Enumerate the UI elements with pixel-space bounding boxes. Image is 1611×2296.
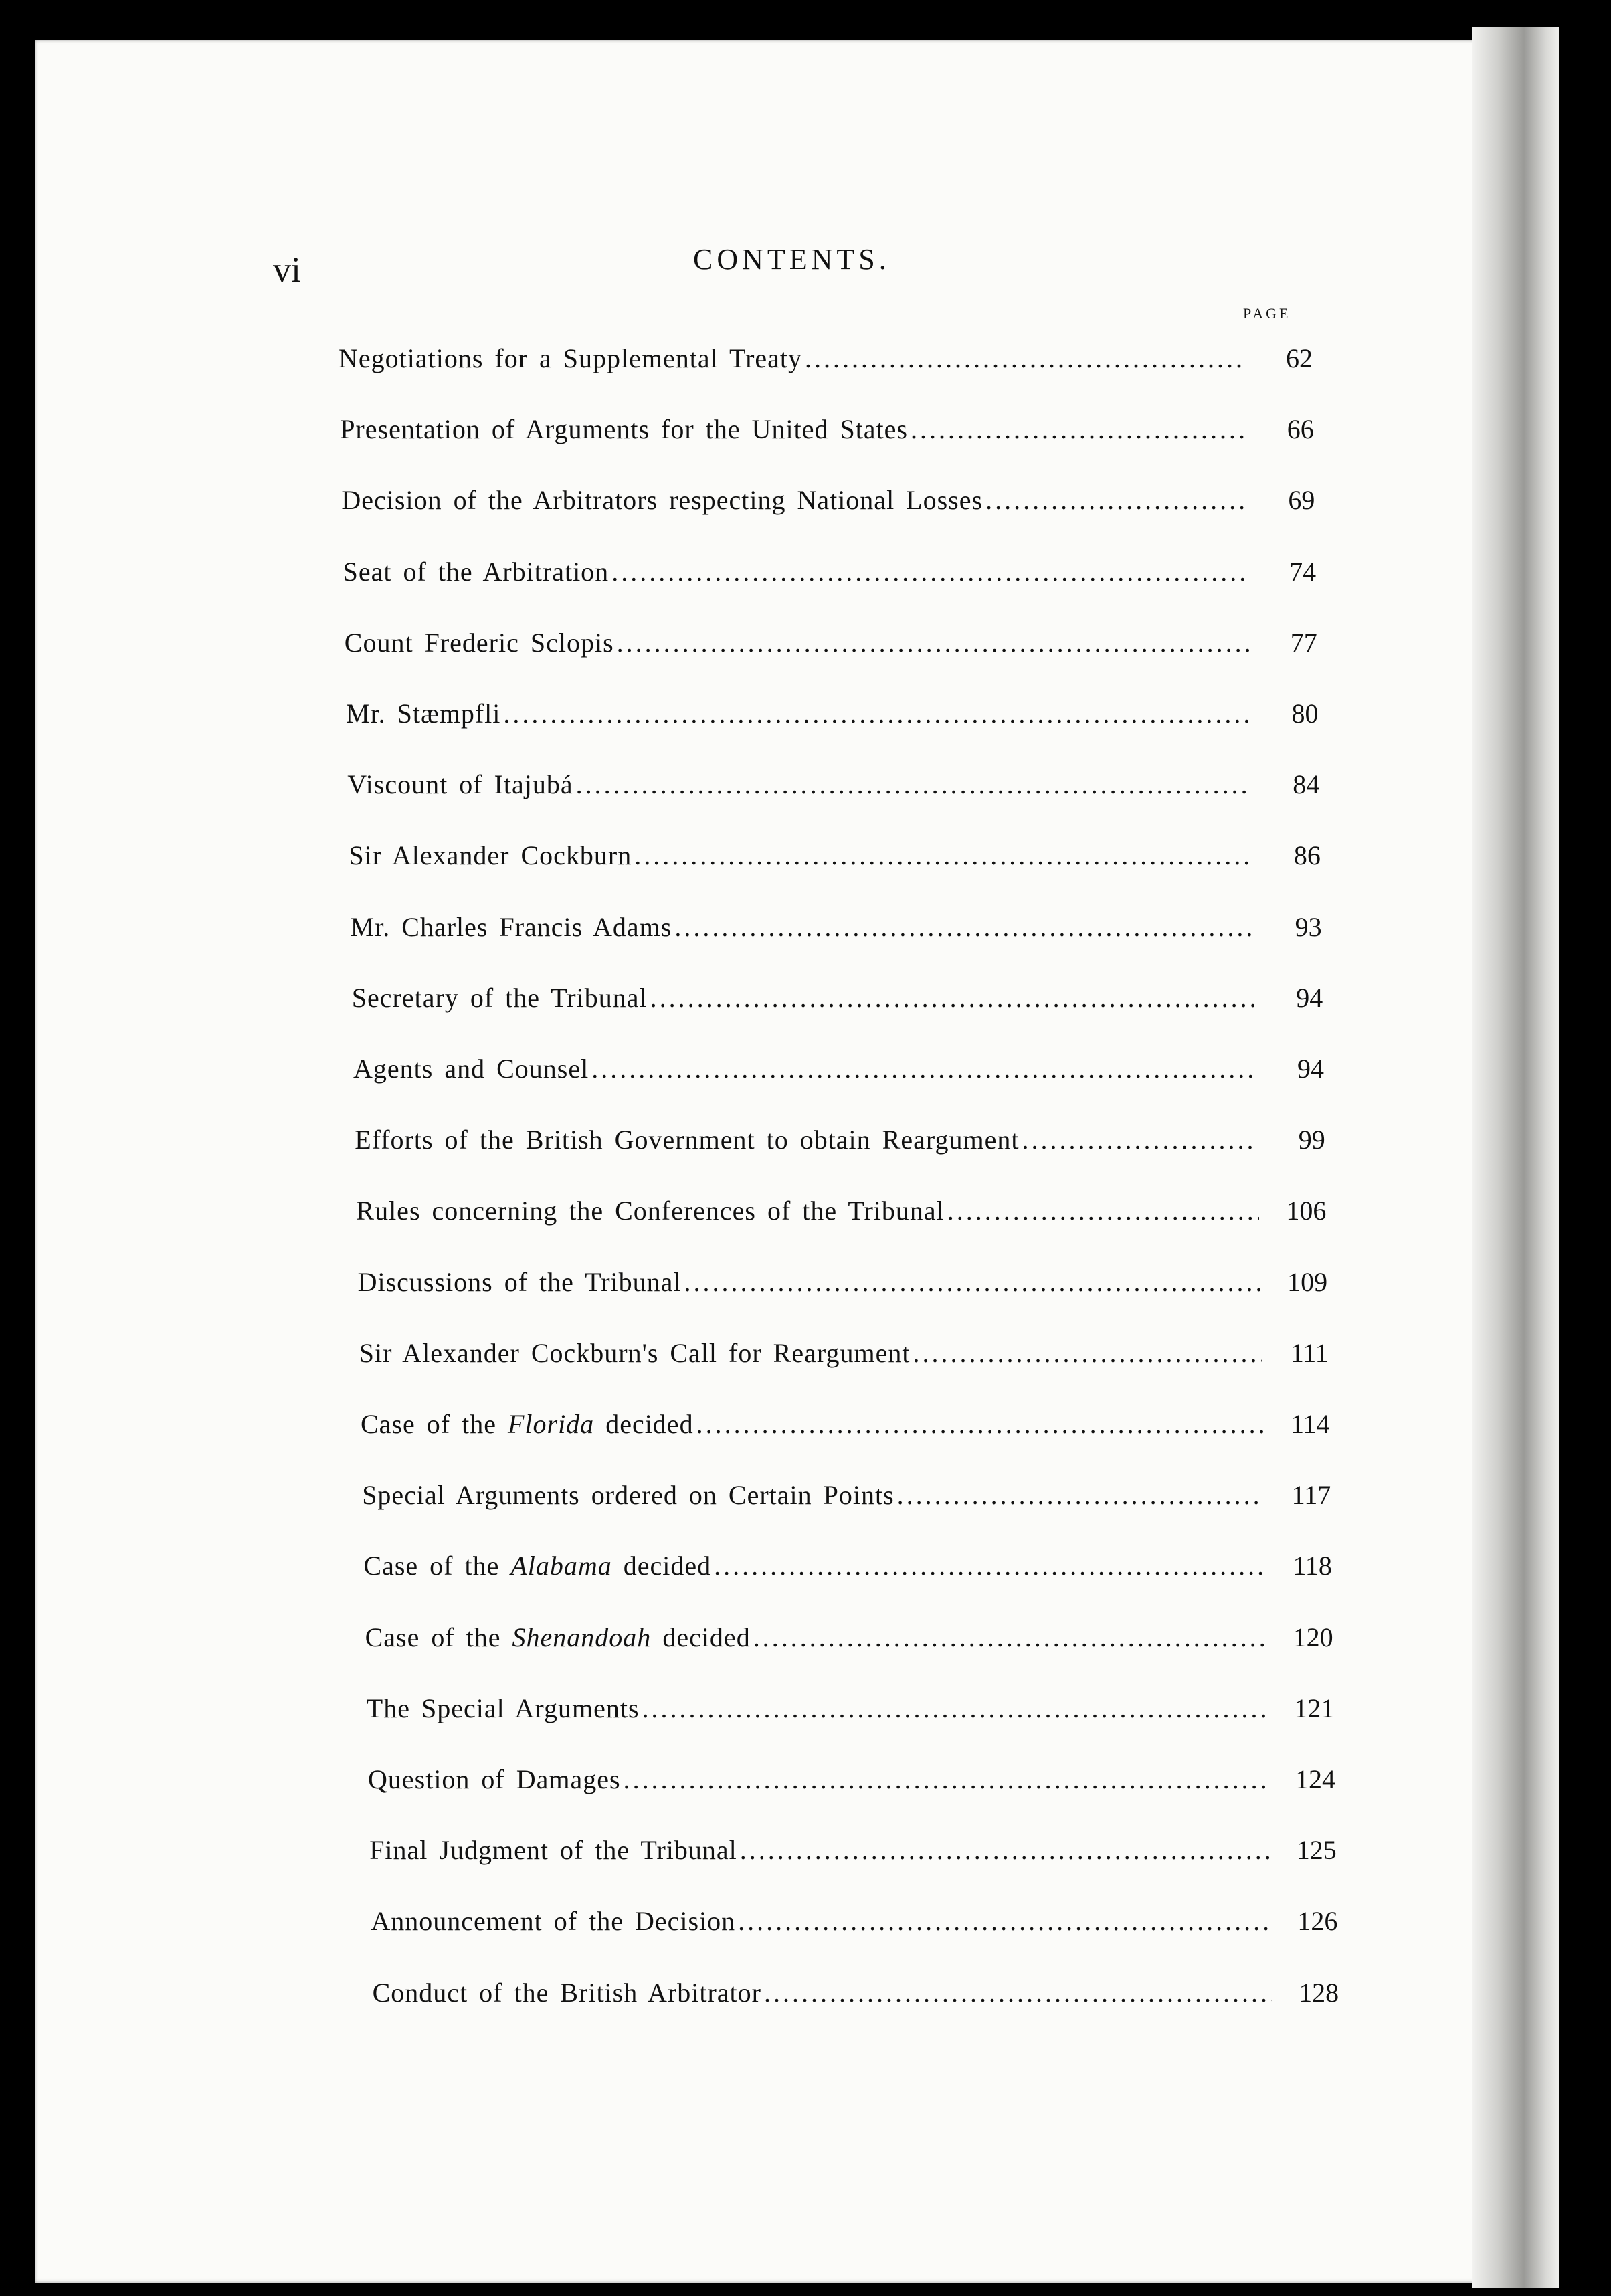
dot-leader <box>897 1479 1264 1511</box>
dot-leader <box>674 911 1254 943</box>
toc-entry-title-part: Case of the <box>365 1622 512 1652</box>
toc-entry-page: 99 <box>1298 1125 1325 1155</box>
dot-leader <box>764 1977 1272 2008</box>
toc-entry-title <box>363 1550 711 1582</box>
toc-entry-title: Special Arguments ordered on Certain Points <box>362 1480 894 1511</box>
toc-entry-page: 62 <box>1286 343 1313 373</box>
toc-entry-page: 66 <box>1287 414 1314 445</box>
dot-leader <box>738 1905 1270 1937</box>
toc-entry-title: Mr. Charles Francis Adams <box>350 911 672 942</box>
toc-entry-page: 94 <box>1297 1054 1324 1084</box>
toc-entry-title: Presentation of Arguments for the United States <box>340 414 908 445</box>
toc-entry-title: Viscount of Itajubá <box>347 769 573 800</box>
toc-entry <box>340 413 1314 445</box>
toc-entry <box>373 1977 1339 2008</box>
page-number: vi <box>273 250 302 290</box>
dot-leader <box>684 1266 1261 1298</box>
toc-entry <box>369 1834 1337 1866</box>
toc-entry-page: 121 <box>1294 1693 1335 1723</box>
toc-entry-title <box>361 1408 694 1440</box>
toc-entry-title: Efforts of the British Government to obtain Reargument <box>355 1125 1020 1155</box>
toc-entry-title: Negotiations for a Supplemental Treaty <box>339 343 803 373</box>
toc-entry-page: 106 <box>1286 1195 1327 1226</box>
toc-entry-title: Count Frederic Sclopis <box>344 627 614 658</box>
toc-entry-page: 118 <box>1293 1551 1332 1582</box>
toc-entry-page: 109 <box>1287 1266 1328 1297</box>
dot-leader <box>911 413 1247 445</box>
toc-entry <box>352 982 1323 1014</box>
toc-entry-page: 126 <box>1297 1906 1338 1937</box>
toc-entry-page: 117 <box>1291 1480 1331 1511</box>
toc-entry-title: Question of Damages <box>368 1764 621 1794</box>
toc-entry-title: Sir Alexander Cockburn <box>349 840 632 871</box>
dot-leader <box>617 627 1250 658</box>
toc-entry-page: 111 <box>1290 1337 1329 1368</box>
toc-entry-page: 120 <box>1293 1622 1333 1652</box>
dot-leader <box>913 1337 1261 1369</box>
toc-entry-ship-name: Shenandoah <box>512 1622 652 1652</box>
toc-entry <box>347 769 1319 800</box>
dot-leader <box>714 1550 1265 1582</box>
dot-leader <box>611 556 1249 587</box>
toc-entry-title: Conduct of the British Arbitrator <box>372 1977 761 2008</box>
toc-entry <box>343 556 1317 587</box>
dot-leader <box>576 769 1253 800</box>
toc-entry-title: Secretary of the Tribunal <box>351 982 648 1013</box>
dot-leader <box>753 1622 1266 1653</box>
toc-entry <box>363 1550 1332 1582</box>
toc-entry-title: Decision of the Arbitrators respecting National Losses <box>341 485 983 516</box>
dot-leader <box>650 982 1256 1014</box>
dot-leader <box>740 1834 1270 1866</box>
toc-entry-title-part: Case of the <box>363 1551 511 1582</box>
toc-entry <box>371 1905 1337 1937</box>
toc-entry-page: 84 <box>1293 769 1320 800</box>
toc-entry <box>356 1195 1326 1226</box>
toc-entry-page: 94 <box>1296 982 1323 1013</box>
toc-entry-page: 128 <box>1299 1977 1339 2008</box>
toc-entry-title: Seat of the Arbitration <box>343 556 609 587</box>
toc-entry <box>351 911 1322 943</box>
toc-entry-page: 77 <box>1290 627 1317 658</box>
toc-entry-title: Discussions of the Tribunal <box>357 1266 682 1297</box>
toc-entry <box>359 1337 1329 1369</box>
toc-entry-title: The Special Arguments <box>366 1693 640 1723</box>
toc-entry-page: 86 <box>1293 840 1321 871</box>
toc-entry-title-part: decided <box>594 1409 694 1439</box>
toc-entry-title: Agents and Counsel <box>353 1054 589 1084</box>
dot-leader <box>624 1763 1268 1795</box>
toc-entry <box>368 1763 1335 1795</box>
toc-entry-page: 74 <box>1289 556 1317 587</box>
toc-entry <box>367 1693 1335 1724</box>
toc-entry-title <box>365 1622 751 1653</box>
toc-entry-page: 93 <box>1295 911 1322 942</box>
toc-entry <box>362 1479 1331 1511</box>
page-column-heading: PAGE <box>1243 305 1291 322</box>
toc-entry <box>339 343 1313 374</box>
toc-entry <box>361 1408 1330 1440</box>
toc-entry-ship-name: Florida <box>507 1409 595 1439</box>
toc-entry-title: Mr. Stæmpfli <box>346 698 501 729</box>
toc-entry <box>346 698 1319 729</box>
toc-entry <box>365 1622 1333 1653</box>
toc-entry-ship-name: Alabama <box>510 1551 612 1582</box>
dot-leader <box>503 698 1251 729</box>
toc-entry-page: 80 <box>1291 698 1319 729</box>
toc-entry <box>358 1266 1328 1298</box>
toc-entry-title: Announcement of the Decision <box>371 1906 736 1937</box>
toc-entry-page: 124 <box>1295 1764 1335 1794</box>
dot-leader <box>642 1693 1268 1724</box>
toc-entry-title-part: Case of the <box>361 1409 508 1439</box>
toc-entry <box>341 484 1315 516</box>
toc-entry <box>345 627 1317 658</box>
dot-leader <box>696 1408 1263 1440</box>
toc-entry-title: Final Judgment of the Tribunal <box>369 1835 737 1866</box>
toc-entry-title: Sir Alexander Cockburn's Call for Reargument <box>359 1337 911 1368</box>
toc-entry-page: 69 <box>1288 485 1315 516</box>
toc-entry-title: Rules concerning the Conferences of the Tribunal <box>356 1195 945 1226</box>
dot-leader <box>634 840 1254 871</box>
dot-leader <box>947 1195 1260 1226</box>
toc-entry-page: 125 <box>1296 1835 1337 1866</box>
dot-leader <box>1022 1124 1258 1155</box>
toc-entry <box>355 1124 1325 1155</box>
toc-entry-title-part: decided <box>611 1551 712 1582</box>
toc-entry-title-part: decided <box>651 1622 751 1652</box>
dot-leader <box>805 343 1246 374</box>
toc-entry-page: 114 <box>1290 1409 1330 1439</box>
toc-entry <box>349 840 1321 871</box>
dot-leader <box>985 484 1248 516</box>
toc-entry <box>353 1053 1324 1084</box>
page-title: CONTENTS. <box>693 243 890 276</box>
dot-leader <box>591 1053 1257 1084</box>
